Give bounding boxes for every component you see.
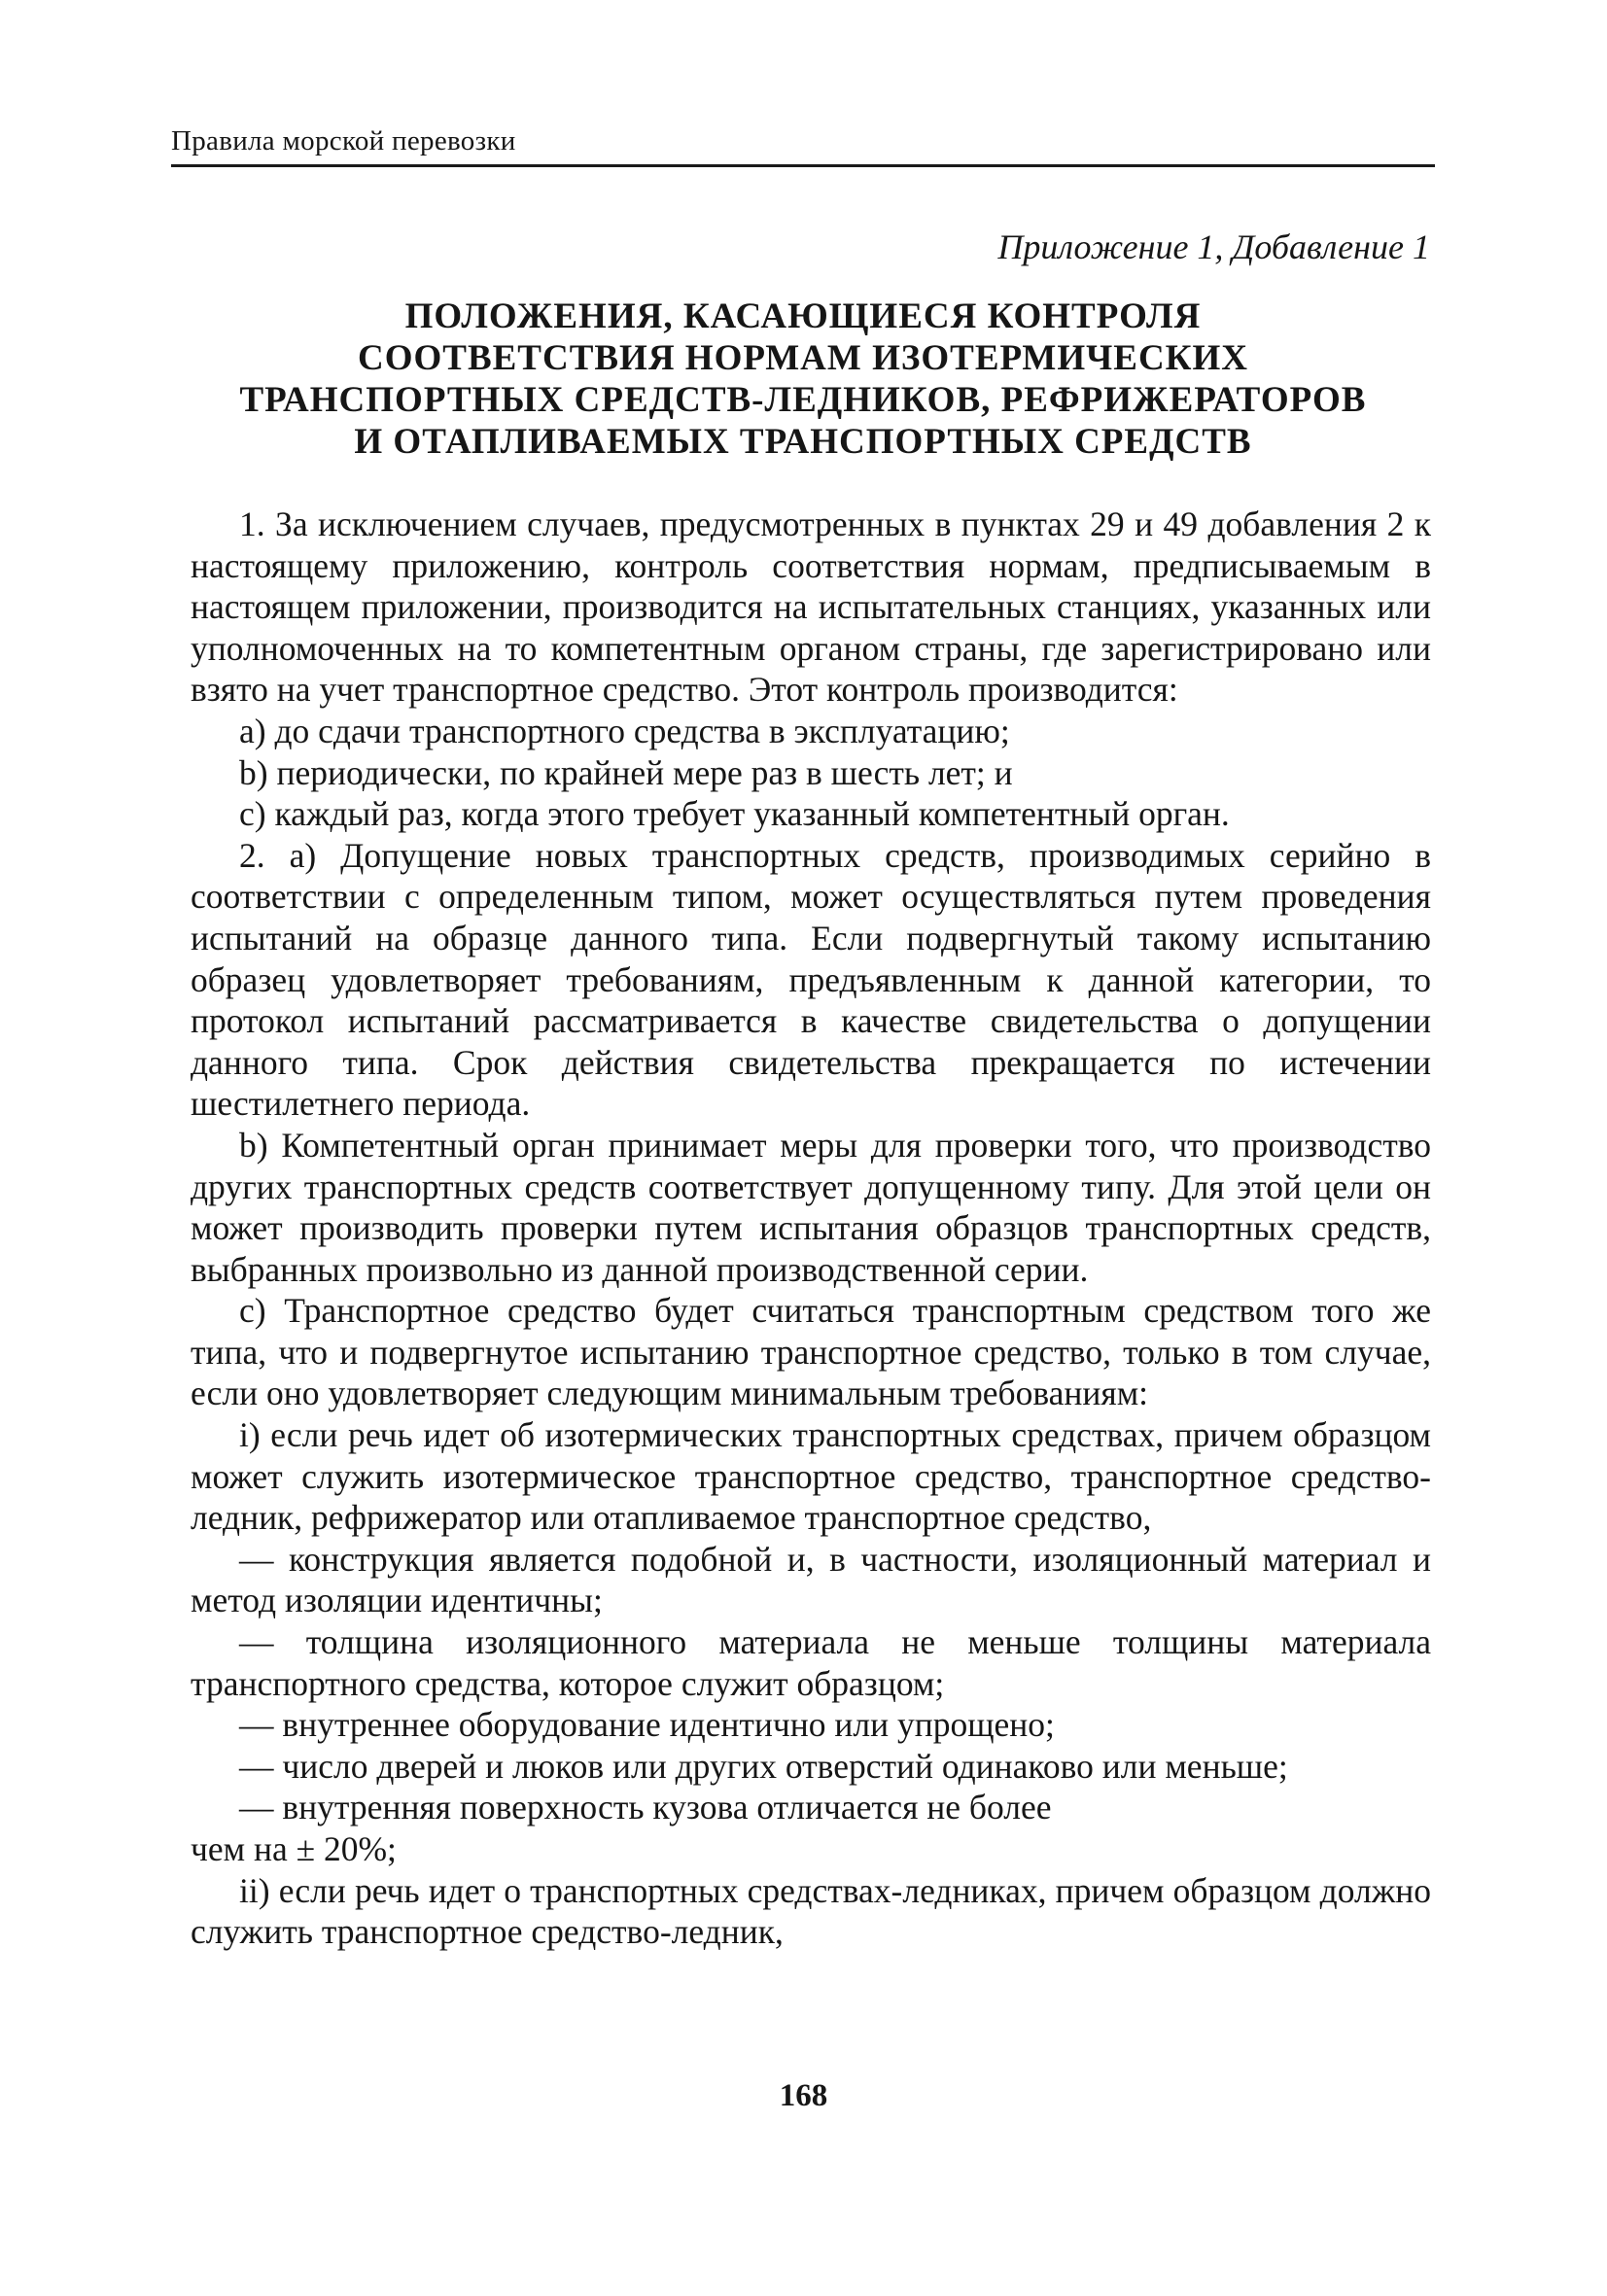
title-line: И ОТАПЛИВАЕМЫХ ТРАНСПОРТНЫХ СРЕДСТВ xyxy=(354,422,1252,462)
dash-item: — внутренняя поверхность кузова отличается не более xyxy=(239,1788,1052,1827)
list-item-1c: c) каждый раз, когда этого требует указанный компетентный орган. xyxy=(239,794,1230,834)
paragraph-2c-ii: ii) если речь идет о транспортных средствах-ледниках, причем образцом должно служить транспортное средство-ледник, xyxy=(191,1870,1431,1952)
title-line: ТРАНСПОРТНЫХ СРЕДСТВ-ЛЕДНИКОВ, РЕФРИЖЕРАТОРОВ xyxy=(239,380,1367,420)
paragraph-2c-i: i) если речь идет об изотермических транспортных средствах, причем образцом может служить изотермическое транспортное средство, транспортное средство-ледник, рефрижератор или отапливаемое транспортное средство, xyxy=(191,1415,1431,1538)
page-number: 168 xyxy=(779,2078,828,2113)
dash-item: — толщина изоляционного материала не меньше толщины материала транспортного средства, которое служит образцом; xyxy=(191,1622,1431,1703)
title-line: ПОЛОЖЕНИЯ, КАСАЮЩИЕСЯ КОНТРОЛЯ xyxy=(404,296,1202,336)
dash-item: — число дверей и люков или других отверстий одинаково или меньше; xyxy=(239,1746,1288,1786)
paragraph-1: 1. За исключением случаев, предусмотренных в пунктах 29 и 49 добавления 2 к настоящему приложению, контроль соответствия нормам, предписываемым в настоящем приложении, производится на испытательных станциях, указанных или уполномоченных на то компетентным органом страны, где зарегистрировано или взято на учет транспортное средство. Этот контроль производится: xyxy=(191,504,1431,710)
list-item-1b: b) периодически, по крайней мере раз в шесть лет; и xyxy=(239,752,1013,792)
paragraph-2b: b) Компетентный орган принимает меры для проверки того, что производство других транспортных средств соответствует допущенному типу. Для этой цели он может производить проверки путем испытания образцов транспортных средств, выбранных произвольно из данной производственной серии. xyxy=(191,1125,1431,1289)
body-text xyxy=(191,504,1431,1953)
paragraph-2c: c) Транспортное средство будет считаться транспортным средством того же типа, что и подвергнутое испытанию транспортное средство, только в том случае, если оно удовлетворяет следующим минимальным требованиям: xyxy=(191,1291,1431,1413)
paragraph-2a: 2. a) Допущение новых транспортных средств, производимых серийно в соответствии с определенным типом, может осуществляться путем проведения испытаний на образце данного типа. Если подвергнутый такому испытанию образец удовлетворяет требованиям, предъявленным к данной категории, то протокол испытаний рассматривается в качестве свидетельства о допущении данного типа. Срок действия свидетельства прекращается по истечении шестилетнего периода. xyxy=(191,835,1431,1124)
dash-item: — внутреннее оборудование идентично или упрощено; xyxy=(239,1705,1055,1745)
title-line: СООТВЕТСТВИЯ НОРМАМ ИЗОТЕРМИЧЕСКИХ xyxy=(357,338,1249,378)
running-header: Правила морской перевозки xyxy=(171,124,1435,167)
document-title xyxy=(171,296,1435,463)
dash-item-continuation: чем на ± 20%; xyxy=(191,1829,397,1868)
appendix-label: Приложение 1, Добавление 1 xyxy=(997,227,1430,266)
list-item-1a: a) до сдачи транспортного средства в эксплуатацию; xyxy=(239,711,1010,750)
dash-item: — конструкция является подобной и, в частности, изоляционный материал и метод изоляции идентичны; xyxy=(191,1539,1431,1620)
